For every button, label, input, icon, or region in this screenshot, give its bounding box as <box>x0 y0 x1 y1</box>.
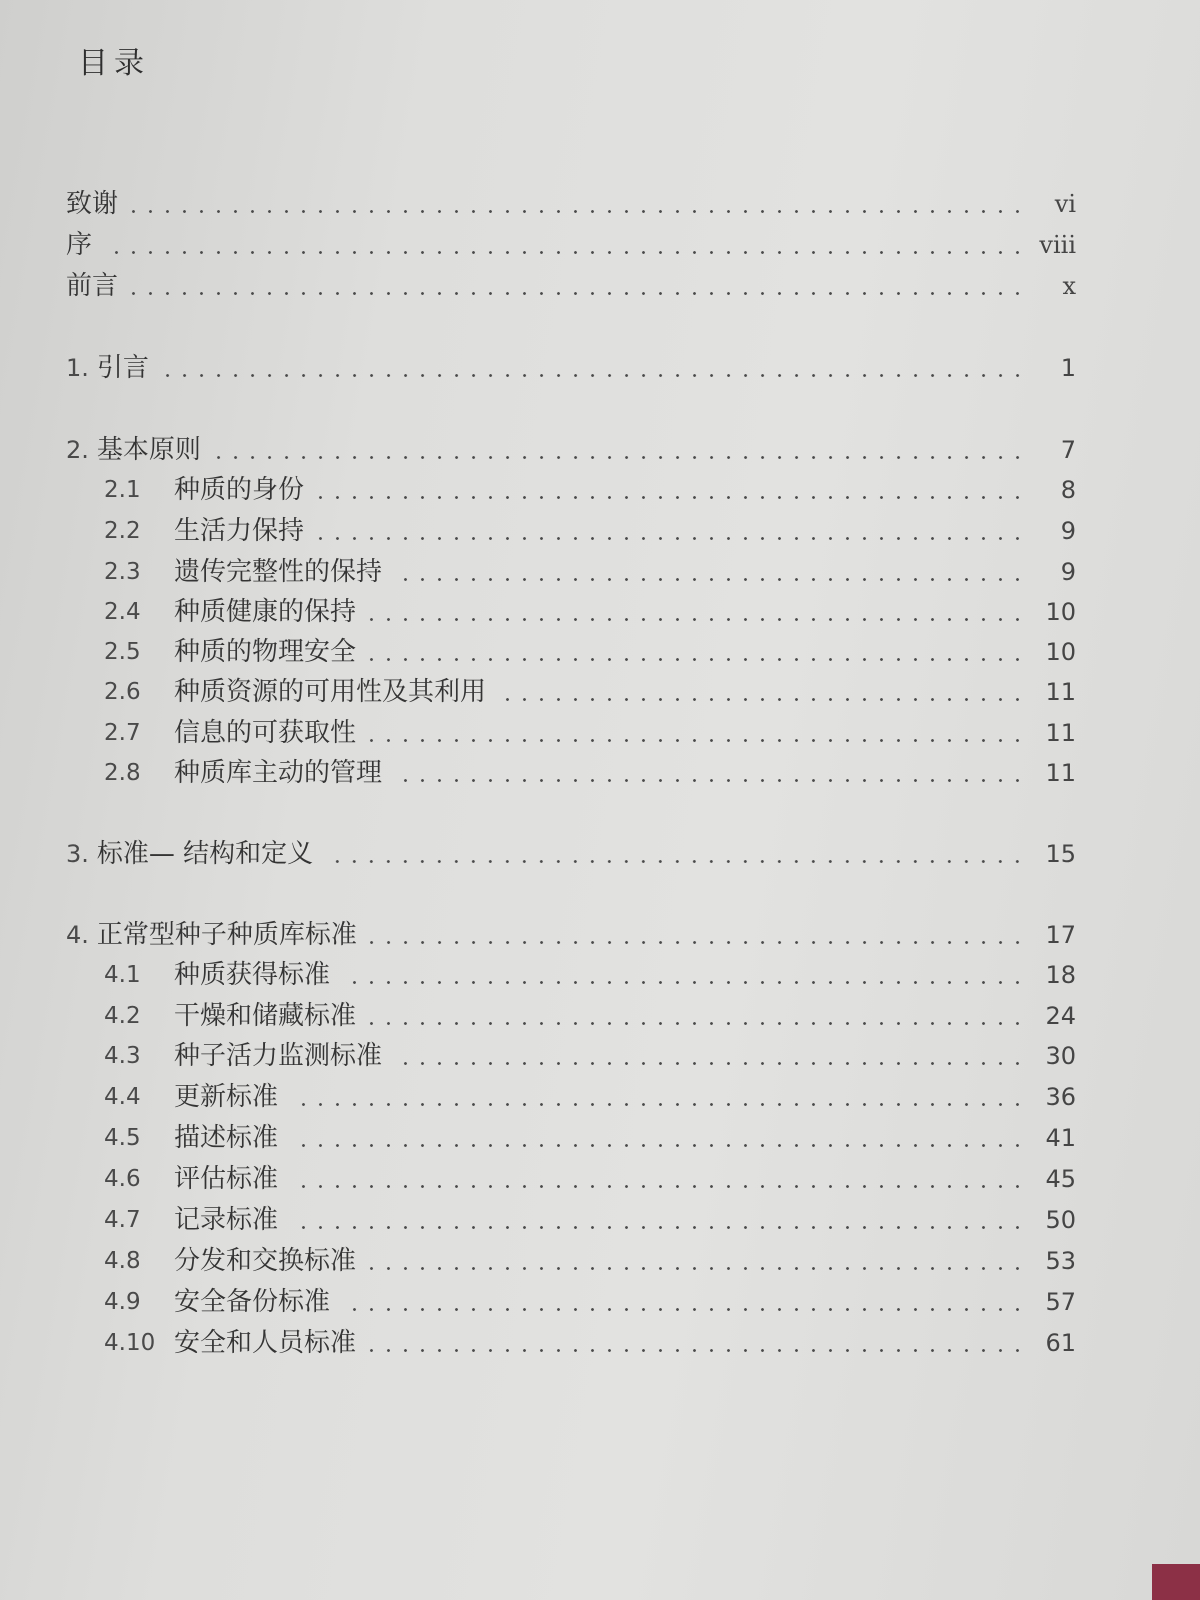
toc-entry-label: 标准— 结构和定义 <box>96 839 314 869</box>
toc-page-number: 9 <box>1060 517 1076 545</box>
toc-entry-label: 描述标准 <box>174 1123 279 1153</box>
toc-section-number: 2.2 <box>104 518 141 544</box>
toc-section-number: 4.2 <box>104 1003 141 1029</box>
toc-section-2-3[interactable] <box>104 554 1076 590</box>
toc-entry-label: 引言 <box>96 353 149 383</box>
leader-dots <box>366 1022 1026 1025</box>
toc-section-number: 2.7 <box>104 720 141 746</box>
leader-dots <box>128 292 1026 295</box>
toc-entry-label: 种质库主动的管理 <box>174 758 383 788</box>
leader-dots <box>159 374 1026 377</box>
toc-entry-label: 基本原则 <box>96 435 201 465</box>
toc-entry-label: 遗传完整性的保持 <box>174 557 383 587</box>
leader-dots <box>128 210 1026 213</box>
page-title: 目录 <box>78 46 150 81</box>
toc-entry-label: 安全备份标准 <box>174 1287 331 1317</box>
cover-edge <box>1152 1564 1200 1600</box>
toc-page-number: 45 <box>1045 1165 1076 1193</box>
toc-section-number: 4.10 <box>104 1330 156 1356</box>
toc-section-number: 2.4 <box>104 599 141 625</box>
toc-entry-label: 评估标准 <box>174 1164 279 1194</box>
toc-section-4-10[interactable] <box>104 1325 1076 1361</box>
toc-section-2-5[interactable] <box>104 634 1076 670</box>
toc-page-number: 30 <box>1045 1042 1076 1070</box>
toc-section-number: 4.7 <box>104 1207 141 1233</box>
toc-section-number: 4.1 <box>104 962 141 988</box>
toc-page-number: 36 <box>1045 1083 1076 1111</box>
toc-entry-label: 安全和人员标准 <box>174 1328 357 1358</box>
leader-dots <box>288 1144 1026 1147</box>
toc-entry-label: 种质的身份 <box>174 475 305 505</box>
toc-entry-label: 生活力保持 <box>174 516 305 546</box>
toc-section-4-9[interactable] <box>104 1284 1076 1320</box>
leader-dots <box>392 578 1026 581</box>
toc-section-number: 4.3 <box>104 1043 141 1069</box>
toc-page-number: 10 <box>1045 598 1076 626</box>
leader-dots <box>314 537 1026 540</box>
leader-dots <box>366 1349 1026 1352</box>
toc-section-number: 2.1 <box>104 477 141 503</box>
toc-section-4-3[interactable] <box>104 1038 1076 1074</box>
toc-chapter-number: 3. <box>66 840 89 868</box>
toc-section-4-7[interactable] <box>104 1202 1076 1238</box>
toc-section-4-4[interactable] <box>104 1079 1076 1115</box>
toc-entry-label: 信息的可获取性 <box>174 718 357 748</box>
leader-dots <box>288 1103 1026 1106</box>
toc-chapter-number: 1. <box>66 354 89 382</box>
toc-entry-label: 更新标准 <box>174 1082 279 1112</box>
leader-dots <box>367 941 1026 944</box>
toc-entry-preface[interactable] <box>66 268 1076 304</box>
toc-page-number: vi <box>1054 190 1076 218</box>
toc-entry-label: 序 <box>66 230 93 260</box>
toc-section-4-1[interactable] <box>104 957 1076 993</box>
toc-page-number: 7 <box>1060 436 1076 464</box>
toc-section-2-1[interactable] <box>104 472 1076 508</box>
leader-dots <box>366 658 1026 661</box>
toc-page-number: 17 <box>1045 921 1076 949</box>
toc-page-number: 1 <box>1060 354 1076 382</box>
leader-dots <box>288 1185 1026 1188</box>
leader-dots <box>366 618 1026 621</box>
toc-section-number: 4.9 <box>104 1289 141 1315</box>
toc-entry-label: 分发和交换标准 <box>174 1246 357 1276</box>
leader-dots <box>211 456 1026 459</box>
toc-section-2-2[interactable] <box>104 513 1076 549</box>
toc-page-number: 8 <box>1060 476 1076 504</box>
toc-section-number: 2.5 <box>104 639 141 665</box>
toc-page-number: 15 <box>1045 840 1076 868</box>
toc-chapter-number: 4. <box>66 921 89 949</box>
toc-page-number: 11 <box>1045 678 1076 706</box>
toc-page-number: 9 <box>1060 558 1076 586</box>
toc-entry-label: 致谢 <box>66 189 119 219</box>
toc-page-number: 57 <box>1045 1288 1076 1316</box>
toc-entry-label: 干燥和储藏标准 <box>174 1001 357 1031</box>
toc-section-4-8[interactable] <box>104 1243 1076 1279</box>
toc-entry-label: 种子活力监测标准 <box>174 1041 383 1071</box>
toc-entry-label: 种质健康的保持 <box>174 597 357 627</box>
toc-entry-label: 前言 <box>66 271 119 301</box>
toc-section-number: 2.6 <box>104 679 141 705</box>
leader-dots <box>314 496 1026 499</box>
toc-section-2-7[interactable] <box>104 715 1076 751</box>
toc-chapter-1[interactable] <box>66 350 1076 386</box>
toc-section-number: 4.5 <box>104 1125 141 1151</box>
toc-entry-label: 记录标准 <box>174 1205 279 1235</box>
toc-page-number: 61 <box>1045 1329 1076 1357</box>
toc-chapter-4[interactable] <box>66 917 1076 953</box>
toc-page-number: 11 <box>1045 719 1076 747</box>
toc-page-number: 24 <box>1045 1002 1076 1030</box>
toc-chapter-3[interactable] <box>66 836 1076 872</box>
toc-entry-foreword[interactable] <box>66 227 1076 263</box>
toc-section-number: 2.8 <box>104 760 141 786</box>
toc-page-number: 18 <box>1045 961 1076 989</box>
toc-entry-label: 种质资源的可用性及其利用 <box>174 677 487 707</box>
toc-page-number: 53 <box>1045 1247 1076 1275</box>
leader-dots <box>366 1267 1026 1270</box>
leader-dots <box>288 1226 1026 1229</box>
toc-chapter-number: 2. <box>66 436 89 464</box>
leader-dots <box>496 698 1026 701</box>
toc-section-number: 2.3 <box>104 559 141 585</box>
leader-dots <box>340 981 1026 984</box>
leader-dots <box>102 251 1026 254</box>
toc-section-2-8[interactable] <box>104 755 1076 791</box>
toc-section-2-6[interactable] <box>104 674 1076 710</box>
toc-entry-label: 种质的物理安全 <box>174 637 357 667</box>
leader-dots <box>392 779 1026 782</box>
toc-page-number: viii <box>1039 231 1076 259</box>
toc-entry-label: 正常型种子种质库标准 <box>96 920 357 950</box>
toc-section-4-5[interactable] <box>104 1120 1076 1156</box>
toc-entry-acknowledgements[interactable] <box>66 186 1076 222</box>
toc-section-2-4[interactable] <box>104 594 1076 630</box>
toc-section-number: 4.8 <box>104 1248 141 1274</box>
toc-entry-label: 种质获得标准 <box>174 960 331 990</box>
leader-dots <box>323 860 1026 863</box>
toc-section-number: 4.4 <box>104 1084 141 1110</box>
toc-section-4-2[interactable] <box>104 998 1076 1034</box>
toc-section-4-6[interactable] <box>104 1161 1076 1197</box>
toc-page-number: x <box>1062 272 1076 300</box>
toc-page-number: 41 <box>1045 1124 1076 1152</box>
toc-page-number: 11 <box>1045 759 1076 787</box>
toc-section-number: 4.6 <box>104 1166 141 1192</box>
toc-chapter-2[interactable] <box>66 432 1076 468</box>
leader-dots <box>340 1308 1026 1311</box>
toc-page-number: 10 <box>1045 638 1076 666</box>
leader-dots <box>392 1062 1026 1065</box>
leader-dots <box>366 739 1026 742</box>
toc-page-number: 50 <box>1045 1206 1076 1234</box>
